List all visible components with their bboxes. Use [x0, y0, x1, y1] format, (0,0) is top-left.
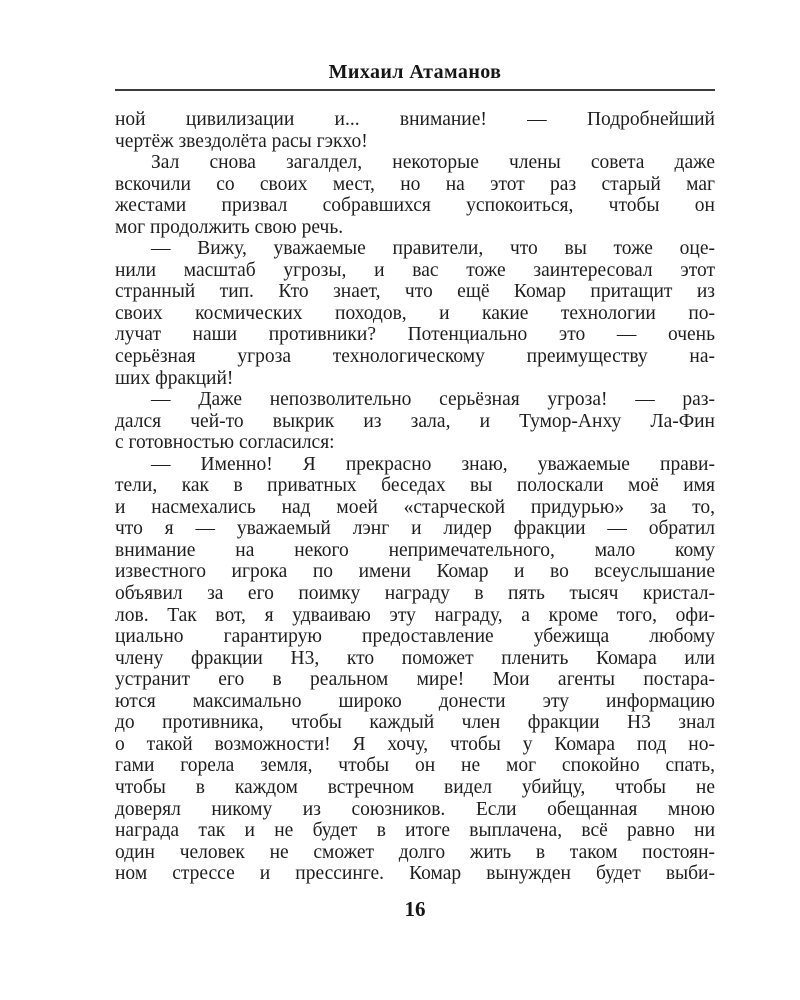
- text-line: до противника, чтобы каждый член фракции Н3 знал: [115, 712, 715, 734]
- text-line: внимание на некого непримечательного, мало кому: [115, 539, 715, 561]
- text-line: и насмехались над моей «старческой придурью» за то,: [115, 496, 715, 518]
- text-line: награда так и не будет в итоге выплачена, всё равно ни: [115, 820, 715, 842]
- text-line: гами горела земля, чтобы он не мог спокойно спать,: [115, 755, 715, 777]
- text-line: чертёж звездолёта расы гэкхо!: [115, 130, 368, 152]
- text-line: лов. Так вот, я удваиваю эту награду, а кроме того, офи-: [115, 604, 715, 626]
- text-line: члену фракции Н3, кто поможет пленить Комара или: [115, 647, 715, 669]
- text-line: лучат наши противники? Потенциально это — очень: [115, 324, 715, 346]
- text-line: своих космических походов, и какие технологии по-: [115, 302, 715, 324]
- text-line: чтобы в каждом встречном видел убийцу, чтобы не: [115, 776, 715, 798]
- text-line: о такой возможности! Я хочу, чтобы у Комара под но-: [115, 733, 715, 755]
- text-line: ших фракций!: [115, 367, 234, 389]
- body-text: [115, 109, 715, 885]
- text-line: ном стрессе и прессинге. Комар вынужден будет выби-: [115, 863, 715, 885]
- text-line: дался чей-то выкрик из зала, и Тумор-Анху Ла-Фин: [115, 410, 715, 432]
- text-line: доверял никому из союзников. Если обещанная мною: [115, 798, 715, 820]
- text-line: нили масштаб угрозы, и вас тоже заинтересовал этот: [115, 259, 715, 281]
- page-number: 16: [404, 897, 426, 921]
- text-line: ются максимально широко донести эту информацию: [115, 690, 715, 712]
- text-line: серьёзная угроза технологическому преимуществу на-: [115, 346, 715, 368]
- text-line: известного игрока по имени Комар и во всеуслышание: [115, 561, 715, 583]
- text-line: объявил за его поимку награду в пять тысяч кристал-: [115, 583, 715, 605]
- text-line: что я — уважаемый лэнг и лидер фракции — обратил: [115, 518, 715, 540]
- text-line: вскочили со своих мест, но на этот раз старый маг: [115, 173, 715, 195]
- text-line: с готовностью согласился:: [115, 432, 335, 454]
- text-line: Зал снова загалдел, некоторые члены совета даже: [151, 152, 715, 174]
- text-line: мог продолжить свою речь.: [115, 216, 344, 238]
- text-line: жестами призвал собравшихся успокоиться, чтобы он: [115, 195, 715, 217]
- text-line: тели, как в приватных беседах вы полоскали моё имя: [115, 475, 715, 497]
- text-line: — Именно! Я прекрасно знаю, уважаемые прави-: [151, 453, 715, 475]
- text-line: — Даже непозволительно серьёзная угроза! — раз-: [151, 389, 715, 411]
- header-rule: [115, 89, 715, 91]
- text-line: устранит его в реальном мире! Мои агенты постара-: [115, 669, 715, 691]
- text-line: один человек не сможет долго жить в таком постоян-: [115, 841, 715, 863]
- text-line: — Вижу, уважаемые правители, что вы тоже оце-: [151, 238, 715, 260]
- text-line: ной цивилизации и... внимание! — Подробнейший: [115, 109, 715, 130]
- text-line: циально гарантирую предоставление убежища любому: [115, 626, 715, 648]
- text-line: странный тип. Кто знает, что ещё Комар притащит из: [115, 281, 715, 303]
- running-title: Михаил Атаманов: [328, 61, 502, 83]
